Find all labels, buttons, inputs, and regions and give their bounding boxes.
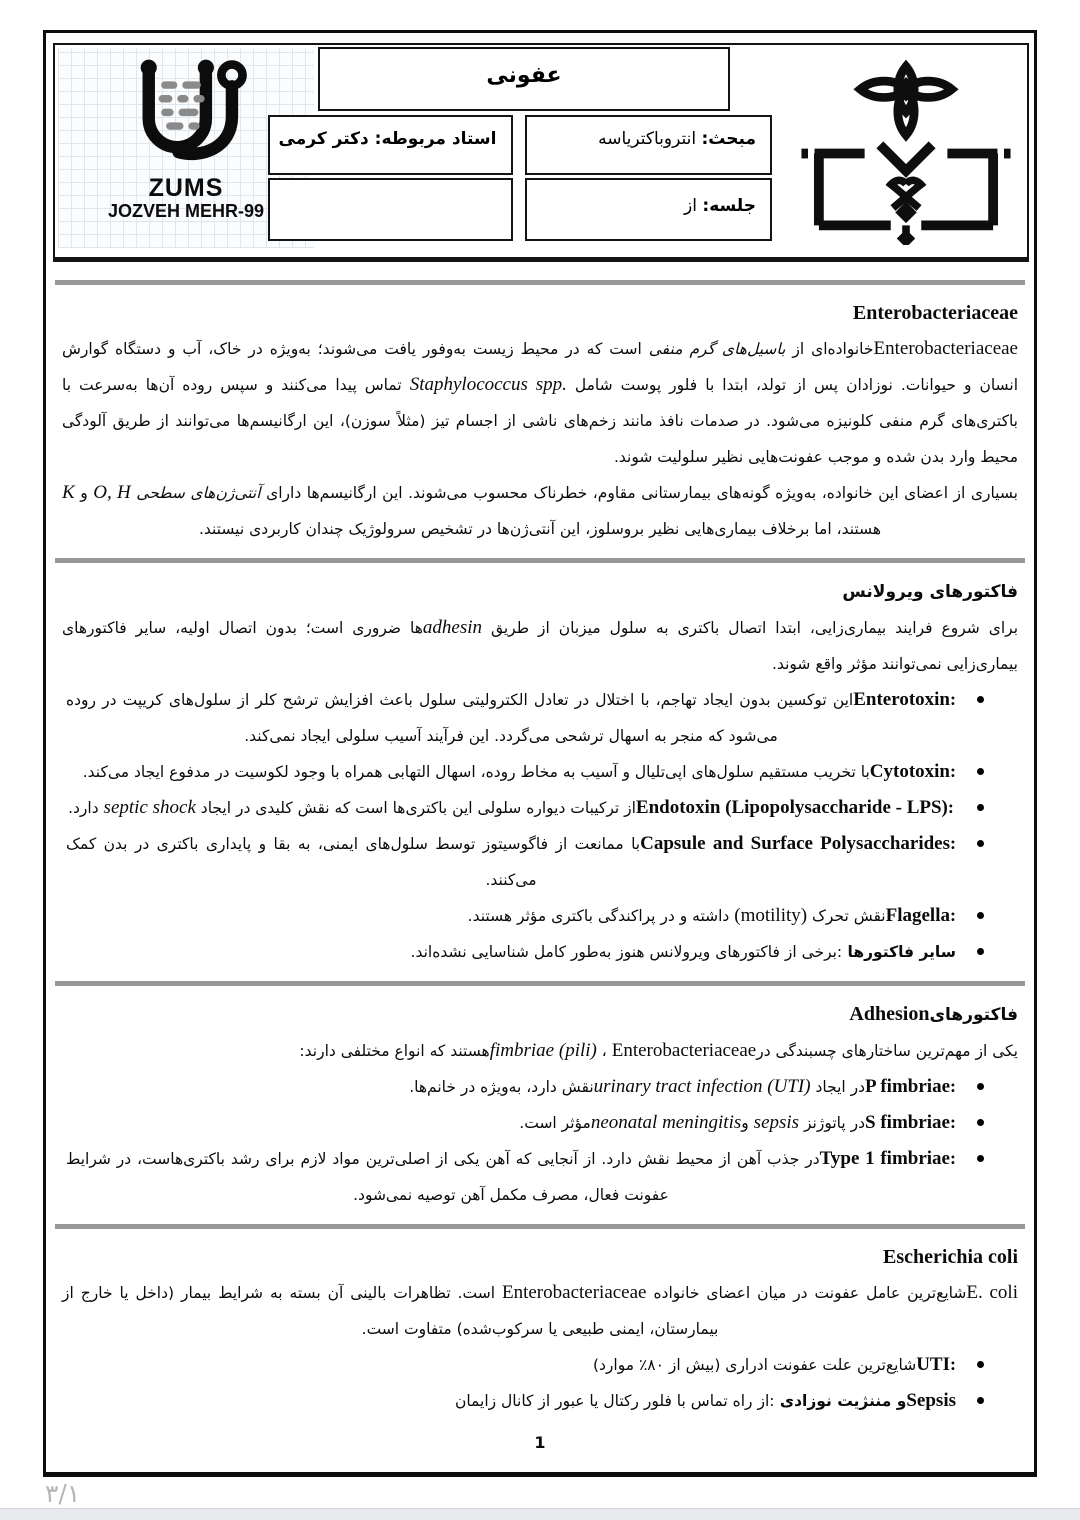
section-heading	[52, 296, 1028, 331]
text-run: شایع‌ترین علت عفونت ادراری (بیش از ۸۰٪ موارد)	[592, 1356, 917, 1374]
university-emblem-icon	[797, 49, 1015, 249]
bullet-item	[52, 682, 1028, 754]
text-run: Capsule and Surface Polysaccharides	[640, 833, 950, 854]
text-run: Enterobacteriaceae	[852, 302, 1018, 324]
text-run: با ممانعت از فاگوسیتوز توسط سلول‌های ایمنی، به بقا و پایداری باکتری در بدن کمک می‌کنند.	[66, 835, 641, 889]
paragraph	[52, 1033, 1028, 1069]
text-run: آنتی‌ژن‌های سطحی	[130, 484, 261, 502]
text-run: تماس پیدا می‌کنند و سپس روده آن‌ها به‌سرعت با باکتری‌های گرم منفی کلونیزه می‌شود. در صدمات نافذ مانند زخم‌های ناشی از اجسام تیز (مثلاً سوزن)، این ارگانیسم‌ها می‌توانند از طریق آلودگی محیط وارد بدن شده و موجب عفونت‌هایی نظیر سلولیت شوند.	[62, 376, 1018, 466]
text-run: Enterotoxin	[853, 689, 950, 710]
text-run: نقش تحرک	[807, 907, 886, 925]
text-run: شایع‌ترین عامل عفونت در میان اعضای خانواده	[646, 1284, 967, 1302]
text-run: Escherichia coli	[883, 1246, 1018, 1268]
text-run: و	[74, 484, 94, 502]
text-run: fimbriae (pili)	[489, 1040, 597, 1061]
text-run: است. تظاهرات بالینی آن بسته به شرایط بیمار (داخل یا خارج از بیمارستان، ایمنی طبیعی یا سرکوب‌شده) متفاوت است.	[62, 1284, 719, 1338]
text-run: Enterobacteriaceae	[501, 1282, 647, 1303]
text-run: با تخریب مستقیم سلول‌های اپی‌تلیال و آسیب به مخاط روده، اسهال التهابی همراه با وجود لکوسیت در مدفوع ایجاد می‌کند.	[82, 763, 870, 781]
text-run: بسیاری از اعضای این خانواده، به‌ویژه گونه‌های بیمارستانی مقاوم، خطرناک محسوب می‌شوند. این ارگانیسم‌ها دارای	[260, 484, 1018, 502]
topic-label: مبحث:	[701, 129, 756, 149]
text-run: مؤثر است.	[519, 1114, 591, 1132]
university-emblem	[787, 47, 1025, 250]
topic-value: انتروباکتریاسه	[598, 129, 702, 149]
text-run: :	[950, 761, 956, 781]
page-number: 1	[534, 1433, 546, 1452]
text-run: E. coli	[966, 1282, 1018, 1303]
section-heading	[52, 1240, 1028, 1275]
section-divider	[55, 558, 1025, 563]
text-run: در پاتوژنز	[799, 1114, 866, 1132]
text-run: داشته و در پراکندگی باکتری مؤثر هستند.	[467, 907, 735, 925]
text-run: هستند که انواع مختلفی دارند:	[299, 1042, 490, 1060]
zums-logo-name: ZUMS	[148, 174, 224, 202]
text-run: :	[950, 833, 956, 853]
text-run: Staphylococcus spp.	[409, 374, 567, 395]
text-run: سایر فاکتورها	[842, 943, 956, 961]
paragraph	[52, 475, 1028, 547]
bullet-item	[52, 826, 1028, 898]
text-run: Adhesion	[849, 1003, 930, 1025]
section-divider	[55, 280, 1025, 285]
paragraph	[52, 1275, 1028, 1347]
text-run: O, H	[93, 482, 131, 503]
bullet-item	[52, 898, 1028, 934]
bullet-item	[52, 790, 1028, 826]
bullet-item	[52, 1105, 1028, 1141]
bullet-item	[52, 1347, 1028, 1383]
text-run: از ترکیبات دیواره سلولی این باکتری‌ها است که نقش کلیدی در ایجاد	[195, 799, 636, 817]
session-field	[525, 178, 772, 241]
course-title: عفونی	[486, 63, 562, 88]
text-run: باسیل‌های گرم منفی	[648, 340, 786, 358]
empty-field	[268, 178, 513, 241]
stethoscope-icon	[111, 54, 261, 176]
zums-logo-subtitle: JOZVEH MEHR-99	[107, 201, 265, 221]
bullet-item	[52, 1383, 1028, 1419]
text-run: P fimbriae	[865, 1076, 950, 1097]
text-run: Flagella	[885, 905, 950, 926]
text-run: :از راه تماس با فلور رکتال یا عبور از کانال زایمان	[454, 1392, 775, 1410]
text-run: adhesin	[422, 617, 482, 638]
section-divider	[55, 1224, 1025, 1229]
text-run: فاکتورهای	[929, 1005, 1018, 1025]
professor-field	[268, 115, 513, 175]
text-run: ،	[596, 1042, 612, 1060]
text-run: sepsis	[753, 1112, 800, 1133]
text-run: در ایجاد	[810, 1078, 866, 1096]
document-header	[53, 43, 1029, 262]
text-run: neonatal meningitis	[590, 1112, 742, 1133]
text-run: نقش دارد، به‌ویژه در خانم‌ها.	[409, 1078, 594, 1096]
session-label: جلسه:	[702, 196, 756, 216]
text-run: است که در محیط زیست به‌وفور یافت می‌شوند؛ به‌ویژه در خاک، آب و دستگاه گوارش انسان و حیوانات. نوزادان پس از تولد، ابتدا با فلور پوست شامل	[62, 340, 1019, 394]
text-run: Enterobacteriaceae	[873, 338, 1018, 359]
text-run: K	[62, 482, 75, 503]
course-title-box	[318, 47, 730, 111]
topic-field	[525, 115, 772, 175]
bullet-item	[52, 1141, 1028, 1213]
text-run: و مننژیت نوزادی	[774, 1392, 907, 1410]
text-run: (motility)	[734, 905, 808, 926]
text-run: Sepsis	[906, 1390, 956, 1411]
text-run: برای شروع فرایند بیماری‌زایی، ابتدا اتصال باکتری به سلول میزبان از طریق	[482, 619, 1019, 637]
section-heading	[52, 574, 1028, 610]
text-run: :	[950, 905, 956, 925]
section-heading	[52, 997, 1028, 1033]
session-value: از	[684, 196, 703, 216]
text-run: :	[950, 1148, 956, 1168]
paragraph	[52, 331, 1028, 475]
bullet-item	[52, 1069, 1028, 1105]
bullet-item	[52, 754, 1028, 790]
text-run: در جذب آهن از محیط نقش دارد. از آنجایی که آهن یکی از اصلی‌ترین مواد لازم برای رشد باکتری‌هاست، در شرایط عفونت فعال، مصرف مکمل آهن توصیه نمی‌شود.	[66, 1150, 820, 1204]
text-run: :برخی از فاکتورهای ویرولانس هنوز به‌طور کامل شناسایی نشده‌اند.	[410, 943, 843, 961]
text-run: Enterobacteriaceae	[611, 1040, 757, 1061]
bottom-bar	[0, 1508, 1080, 1520]
text-run: ها ضروری است؛ بدون اتصال اولیه، سایر فاکتورهای بیماری‌زایی نمی‌توانند مؤثر واقع شوند.	[62, 619, 1018, 673]
text-run: :	[950, 1076, 956, 1096]
text-run: :	[947, 797, 954, 817]
bullet-item	[52, 934, 1028, 970]
text-run: فاکتورهای ویرولانس	[842, 582, 1018, 602]
text-run: :	[950, 1112, 956, 1132]
text-run: Endotoxin (Lipopolysaccharide - LPS)	[635, 797, 948, 818]
document-body	[52, 269, 1028, 1460]
text-run: هستند، اما برخلاف بیماری‌هایی نظیر بروسلوز، این آنتی‌ژن‌ها در تشخیص سرولوژیک چندان کاربردی نیستند.	[198, 520, 882, 538]
section-divider	[55, 981, 1025, 986]
sheet-indicator: ۳/۱	[45, 1479, 81, 1508]
text-run: :	[950, 1354, 956, 1374]
text-run: Cytotoxin	[869, 761, 950, 782]
paragraph	[52, 610, 1028, 682]
text-run: UTI	[916, 1354, 950, 1375]
text-run: septic shock	[103, 797, 196, 818]
text-run: خانواده‌ای از	[785, 340, 874, 358]
professor-name: استاد مربوطه: دکتر کرمی	[278, 129, 497, 149]
text-run: :	[950, 689, 956, 709]
text-run: Type 1 fimbriae	[819, 1148, 950, 1169]
text-run: این توکسین بدون ایجاد تهاجم، با اختلال در تعادل الکترولیتی سلول باعث افزایش ترشح کلر از سلول‌های کریپت در روده می‌شود که منجر به اسهال ترشحی می‌گردد. این فرآیند آسیب سلولی ایجاد نمی‌کند.	[66, 691, 854, 745]
text-run: یکی از مهم‌ترین ساختارهای چسبندگی در	[756, 1042, 1018, 1060]
page-border	[43, 30, 1037, 1477]
text-run: S fimbriae	[865, 1112, 950, 1133]
text-run: urinary tract infection (UTI)	[593, 1076, 811, 1097]
text-run: و	[741, 1114, 754, 1132]
text-run: دارد.	[68, 799, 104, 817]
